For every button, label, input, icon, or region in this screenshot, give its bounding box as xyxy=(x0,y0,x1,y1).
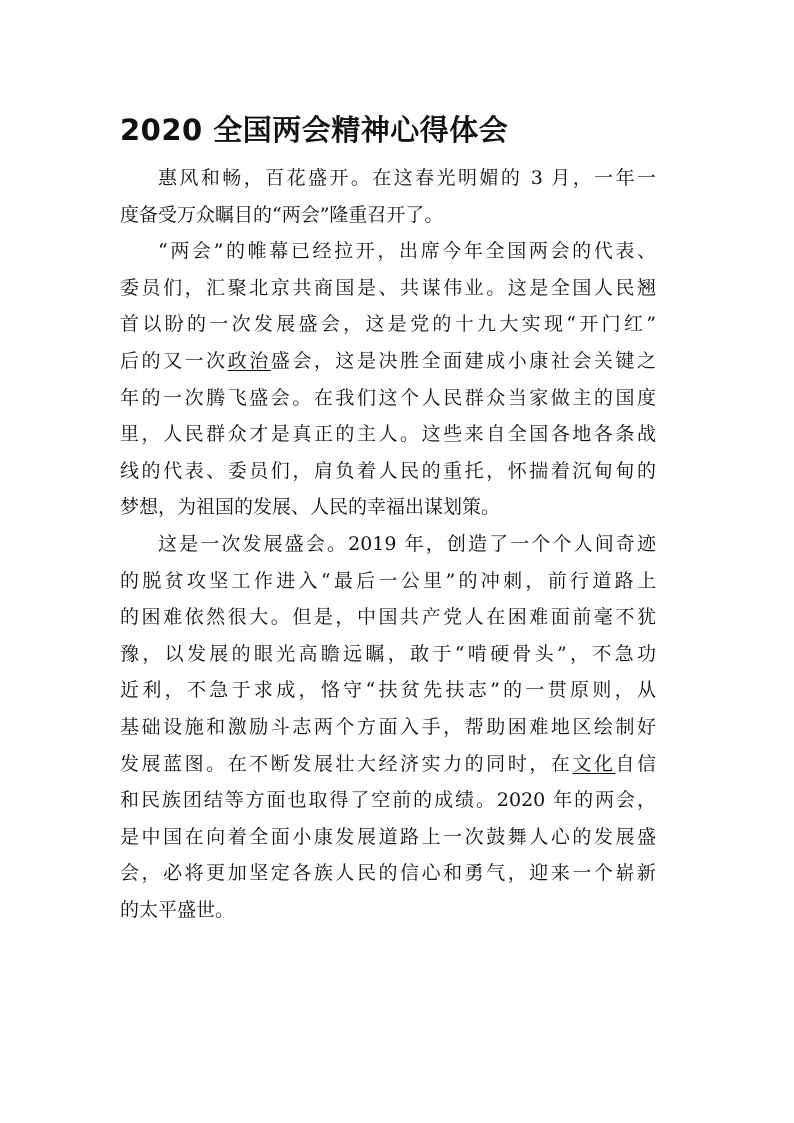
paragraph-line: 委员们，汇聚北京共商国是、共谋伟业。这是全国人民翘 xyxy=(120,276,656,299)
paragraph-line: 首以盼的一次发展盛会，这是党的十九大实现“开门红” xyxy=(120,313,656,336)
paragraph-line: 的脱贫攻坚工作进入“最后一公里”的冲刺，前行道路上 xyxy=(120,569,656,592)
paragraph-line: 年的一次腾飞盛会。在我们这个人民群众当家做主的国度 xyxy=(120,386,656,409)
paragraph-line: 是中国在向着全面小康发展道路上一次鼓舞人心的发展盛 xyxy=(120,825,656,848)
paragraph-line: 度备受万众瞩目的“两会”隆重召开了。 xyxy=(120,203,444,226)
text-span: 盛会，这是决胜全面建成小康社会关键之 xyxy=(270,349,656,372)
paragraph-1 xyxy=(120,160,656,233)
paragraph-line: 基础设施和激励斗志两个方面入手，帮助困难地区绘制好 xyxy=(120,715,656,738)
paragraph-line: 近利，不急于求成，恪守“扶贫先扶志”的一贯原则，从 xyxy=(120,679,656,702)
culture-link[interactable]: 文化 xyxy=(572,752,616,775)
paragraph-line: 这是一次发展盛会。2019 年，创造了一个个人间奇迹 xyxy=(158,532,656,555)
text-span: 自信 xyxy=(615,752,656,775)
paragraph-line: 豫，以发展的眼光高瞻远瞩，敢于“啃硬骨头”，不急功 xyxy=(120,642,656,665)
paragraph-line: 梦想，为祖国的发展、人民的幸福出谋划策。 xyxy=(120,496,501,519)
text-span: 发展蓝图。在不断发展壮大经济实力的同时，在 xyxy=(120,752,573,775)
paragraph-line: 的太平盛世。 xyxy=(120,898,235,921)
document-body xyxy=(120,160,656,928)
page-title: 2020 全国两会精神心得体会 xyxy=(120,113,509,147)
paragraph-2 xyxy=(120,233,656,526)
text-span: 后的又一次 xyxy=(120,349,228,372)
politics-link[interactable]: 政治 xyxy=(227,349,271,372)
paragraph-line: 里，人民群众才是真正的主人。这些来自全国各地各条战 xyxy=(120,423,656,446)
paragraph-line: 线的代表、委员们，肩负着人民的重托，怀揣着沉甸甸的 xyxy=(120,459,656,482)
paragraph-3 xyxy=(120,526,656,929)
paragraph-line: 和民族团结等方面也取得了空前的成绩。2020 年的两会， xyxy=(120,789,656,812)
paragraph-line xyxy=(120,343,656,380)
paragraph-line xyxy=(120,746,656,783)
paragraph-line: 会，必将更加坚定各族人民的信心和勇气，迎来一个崭新 xyxy=(120,862,656,885)
paragraph-line: 惠风和畅，百花盛开。在这春光明媚的 3 月，一年一 xyxy=(158,167,656,189)
paragraph-line: “两会”的帷幕已经拉开，出席今年全国两会的代表、 xyxy=(158,240,656,263)
paragraph-line: 的困难依然很大。但是，中国共产党人在困难面前毫不犹 xyxy=(120,606,656,629)
